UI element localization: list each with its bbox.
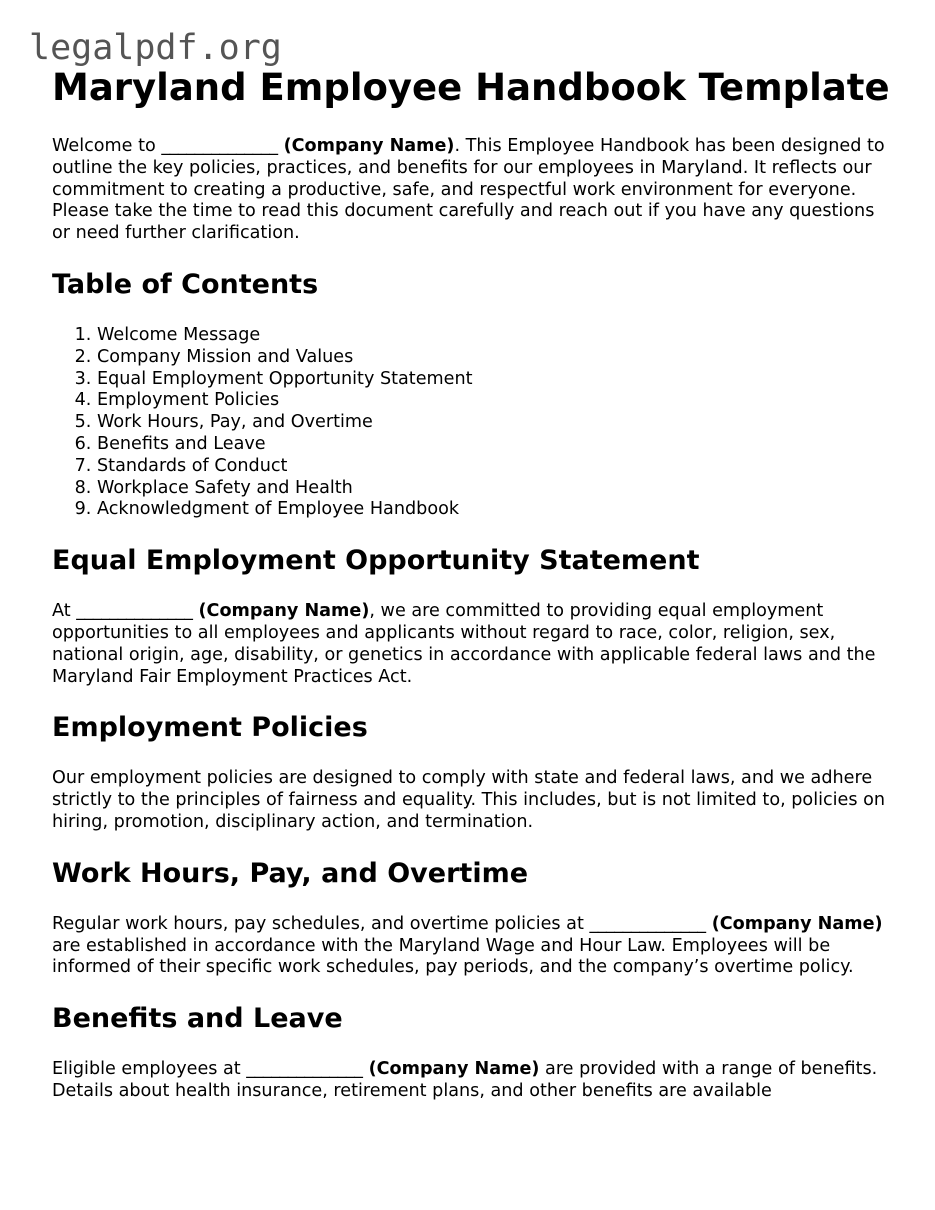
toc-item: 2. Company Mission and Values	[97, 347, 892, 369]
hours-heading: Work Hours, Pay, and Overtime	[52, 857, 529, 889]
benefits-heading: Benefits and Leave	[52, 1003, 343, 1035]
hours-after: are established in accordance with the Maryland Wage and Hour Law. Employees will be informed of their specific work schedules, pay periods, and the company’s overtime policy.	[52, 935, 854, 978]
eeo-before: At	[52, 601, 77, 622]
employment-heading: Employment Policies	[52, 712, 368, 744]
intro-paragraph	[52, 136, 892, 245]
company-name-blank: ______________	[246, 1059, 363, 1080]
toc-heading: Table of Contents	[52, 268, 319, 300]
company-name-blank: ______________	[589, 913, 706, 934]
toc-item: 5. Work Hours, Pay, and Overtime	[97, 412, 892, 434]
benefits-paragraph	[52, 1059, 892, 1103]
company-name-label: (Company Name)	[362, 1059, 540, 1080]
employment-paragraph: Our employment policies are designed to comply with state and federal laws, and we adhere strictly to the principles of fairness and equality. This includes, but is not limited to, policies on hiring, promotion, disciplinary action, and termination.	[52, 768, 886, 832]
toc-item: 8. Workplace Safety and Health	[97, 478, 892, 500]
company-name-label: (Company Name)	[192, 601, 370, 622]
toc-list	[52, 325, 892, 521]
benefits-before: Eligible employees at	[52, 1059, 247, 1080]
toc-item: 1. Welcome Message	[97, 325, 892, 347]
document-page	[52, 66, 892, 1103]
toc-item: 7. Standards of Conduct	[97, 456, 892, 478]
toc-item: 6. Benefits and Leave	[97, 434, 892, 456]
toc-item: 3. Equal Employment Opportunity Statement	[97, 369, 892, 391]
company-name-label: (Company Name)	[277, 136, 455, 156]
intro-before: Welcome to	[52, 136, 162, 156]
toc-item: 9. Acknowledgment of Employee Handbook	[97, 499, 892, 521]
eeo-after: , we are committed to providing equal employment opportunities to all employees and applicants without regard to race, color, religion, sex, national origin, age, disability, or genetics in accordance with applicable federal laws and the Maryland Fair Employment Practices Act.	[52, 601, 876, 687]
company-name-blank: ______________	[161, 136, 278, 156]
hours-paragraph	[52, 914, 892, 979]
eeo-paragraph	[52, 601, 892, 688]
document-title: Maryland Employee Handbook Template	[52, 66, 890, 109]
company-name-label: (Company Name)	[705, 913, 883, 934]
eeo-heading: Equal Employment Opportunity Statement	[52, 545, 700, 577]
watermark: legalpdf.org	[29, 28, 282, 68]
toc-item: 4. Employment Policies	[97, 390, 892, 412]
benefits-after: are provided with a range of benefits. Details about health insurance, retirement plans, and other benefits are available	[52, 1059, 878, 1101]
intro-after: . This Employee Handbook has been designed to outline the key policies, practices, and benefits for our employees in Maryland. It reflects our commitment to creating a productive, safe, and respectful work environment for everyone. Please take the time to read this document carefully and reach out if you have any questions or need further clarification.	[52, 136, 885, 244]
company-name-blank: ______________	[76, 601, 193, 622]
hours-before: Regular work hours, pay schedules, and overtime policies at	[52, 913, 590, 934]
